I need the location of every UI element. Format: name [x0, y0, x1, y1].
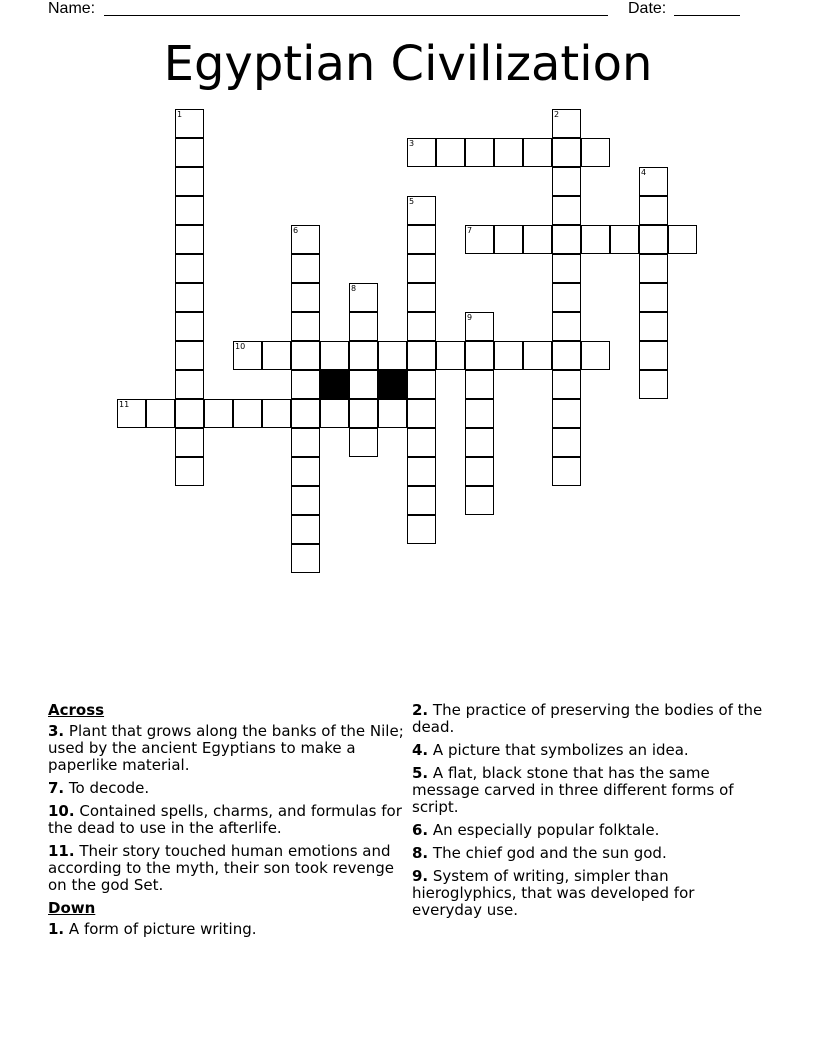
date-label: Date: [628, 0, 667, 17]
clue-number: 9 [467, 313, 473, 322]
clue-text: System of writing, simpler than hieroglyphics, that was developed for everyday use. [412, 867, 695, 919]
grid-cell[interactable] [581, 138, 610, 167]
black-cell [378, 370, 407, 399]
grid-cell[interactable] [639, 283, 668, 312]
grid-cell[interactable] [407, 370, 436, 399]
grid-cell[interactable] [465, 399, 494, 428]
grid-cell[interactable] [175, 225, 204, 254]
clue [412, 742, 768, 759]
grid-cell[interactable] [291, 457, 320, 486]
clue-number: 6. [412, 821, 429, 839]
grid-cell[interactable] [262, 341, 291, 370]
grid-cell[interactable] [552, 283, 581, 312]
grid-cell[interactable] [552, 196, 581, 225]
grid-cell[interactable] [349, 341, 378, 370]
grid-cell[interactable] [349, 428, 378, 457]
clue-number: 4 [641, 168, 647, 177]
grid-cell[interactable] [175, 370, 204, 399]
clue-text: Their story touched human emotions and according to the myth, their son took revenge on the god Set. [48, 842, 394, 894]
grid-cell[interactable] [233, 399, 262, 428]
clue-number: 3 [409, 139, 415, 148]
grid-cell[interactable] [465, 486, 494, 515]
grid-cell[interactable] [320, 341, 349, 370]
clue-text: To decode. [64, 779, 150, 797]
clue-number: 7 [467, 226, 473, 235]
clue-number: 5 [409, 197, 415, 206]
grid-cell[interactable] [581, 341, 610, 370]
down-clue-list [48, 921, 404, 938]
grid-cell[interactable] [233, 341, 262, 370]
grid-cell[interactable] [465, 312, 494, 341]
grid-cell[interactable] [291, 486, 320, 515]
grid-cell[interactable] [552, 341, 581, 370]
grid-cell[interactable] [175, 167, 204, 196]
down-heading: Down [48, 899, 96, 917]
grid-cell[interactable] [494, 225, 523, 254]
grid-cell[interactable] [552, 399, 581, 428]
grid-cell[interactable] [175, 457, 204, 486]
grid-cell[interactable] [552, 370, 581, 399]
clue-text: The practice of preserving the bodies of the dead. [412, 701, 763, 736]
grid-cell[interactable] [552, 254, 581, 283]
grid-cell[interactable] [291, 370, 320, 399]
grid-cell[interactable] [378, 341, 407, 370]
grid-cell[interactable] [291, 341, 320, 370]
clue-number: 1. [48, 920, 65, 938]
grid-cell[interactable] [175, 312, 204, 341]
grid-cell[interactable] [175, 196, 204, 225]
grid-cell[interactable] [175, 254, 204, 283]
clue-number: 10. [48, 802, 75, 820]
grid-cell[interactable] [175, 138, 204, 167]
grid-cell[interactable] [175, 109, 204, 138]
clue [412, 868, 768, 919]
grid-cell[interactable] [465, 370, 494, 399]
grid-cell[interactable] [639, 167, 668, 196]
clue-number: 11. [48, 842, 75, 860]
clue-number: 6 [293, 226, 299, 235]
grid-cell[interactable] [407, 399, 436, 428]
clue-number: 1 [177, 110, 183, 119]
grid-cell[interactable] [117, 399, 146, 428]
across-clue-list [48, 723, 404, 894]
clue [48, 803, 404, 837]
black-cell [320, 370, 349, 399]
grid-cell[interactable] [494, 341, 523, 370]
clue-text: A flat, black stone that has the same message carved in three different forms of script. [412, 764, 734, 816]
grid-cell[interactable] [552, 138, 581, 167]
grid-cell[interactable] [320, 399, 349, 428]
grid-cell[interactable] [407, 283, 436, 312]
grid-cell[interactable] [639, 225, 668, 254]
grid-cell[interactable] [204, 399, 233, 428]
grid-cell[interactable] [639, 341, 668, 370]
grid-cell[interactable] [552, 225, 581, 254]
grid-cell[interactable] [407, 225, 436, 254]
grid-cell[interactable] [349, 312, 378, 341]
grid-cell[interactable] [407, 312, 436, 341]
grid-cell[interactable] [349, 399, 378, 428]
grid-cell[interactable] [668, 225, 697, 254]
grid-cell[interactable] [494, 138, 523, 167]
grid-cell[interactable] [436, 138, 465, 167]
grid-cell[interactable] [639, 370, 668, 399]
grid-cell[interactable] [291, 225, 320, 254]
clue [48, 921, 404, 938]
clue-text: Contained spells, charms, and formulas for the dead to use in the afterlife. [48, 802, 402, 837]
grid-cell[interactable] [639, 312, 668, 341]
clue-text: A form of picture writing. [64, 920, 257, 938]
clue [412, 765, 768, 816]
grid-cell[interactable] [523, 138, 552, 167]
grid-cell[interactable] [465, 341, 494, 370]
clue-number: 7. [48, 779, 65, 797]
grid-cell[interactable] [552, 312, 581, 341]
grid-cell[interactable] [378, 399, 407, 428]
grid-cell[interactable] [552, 167, 581, 196]
across-heading: Across [48, 701, 105, 719]
grid-cell[interactable] [262, 399, 291, 428]
grid-cell[interactable] [639, 196, 668, 225]
clue-number: 5. [412, 764, 429, 782]
clue [48, 780, 404, 797]
clue-number: 9. [412, 867, 429, 885]
grid-cell[interactable] [465, 138, 494, 167]
clues-right-column [412, 702, 768, 925]
grid-cell[interactable] [407, 196, 436, 225]
grid-cell[interactable] [465, 225, 494, 254]
grid-cell[interactable] [610, 225, 639, 254]
grid-cell[interactable] [146, 399, 175, 428]
grid-cell[interactable] [523, 341, 552, 370]
clue-number: 2. [412, 701, 429, 719]
grid-cell[interactable] [436, 341, 465, 370]
grid-cell[interactable] [175, 283, 204, 312]
grid-cell[interactable] [407, 428, 436, 457]
grid-cell[interactable] [407, 457, 436, 486]
clue-number: 4. [412, 741, 429, 759]
grid-cell[interactable] [552, 109, 581, 138]
clue-text: Plant that grows along the banks of the Nile; used by the ancient Egyptians to make a paperlike material. [48, 722, 404, 774]
grid-cell[interactable] [581, 225, 610, 254]
page-title: Egyptian Civilization [163, 36, 653, 92]
clue [412, 822, 768, 839]
grid-cell[interactable] [465, 457, 494, 486]
grid-cell[interactable] [349, 370, 378, 399]
grid-cell[interactable] [552, 428, 581, 457]
grid-cell[interactable] [407, 254, 436, 283]
grid-cell[interactable] [291, 515, 320, 544]
grid-cell[interactable] [465, 428, 494, 457]
grid-cell[interactable] [639, 254, 668, 283]
grid-cell[interactable] [291, 428, 320, 457]
grid-cell[interactable] [291, 283, 320, 312]
grid-cell[interactable] [407, 486, 436, 515]
clue-number: 3. [48, 722, 65, 740]
clue [48, 723, 404, 774]
name-label: Name: [48, 0, 96, 17]
clue [48, 843, 404, 894]
clues-left-column [48, 702, 404, 944]
grid-cell[interactable] [552, 457, 581, 486]
clue-number: 2 [554, 110, 560, 119]
grid-cell[interactable] [175, 428, 204, 457]
down-clue-list-continued [412, 702, 768, 919]
clue-text: The chief god and the sun god. [428, 844, 667, 862]
clue-number: 8 [351, 284, 357, 293]
clue-number: 8. [412, 844, 429, 862]
clue-number: 11 [119, 400, 130, 409]
grid-cell[interactable] [523, 225, 552, 254]
clue-number: 10 [235, 342, 246, 351]
grid-cell[interactable] [349, 283, 378, 312]
clue [412, 702, 768, 736]
clue [412, 845, 768, 862]
grid-cell[interactable] [175, 399, 204, 428]
grid-cell[interactable] [291, 399, 320, 428]
grid-cell[interactable] [407, 341, 436, 370]
grid-cell[interactable] [407, 138, 436, 167]
clue-text: A picture that symbolizes an idea. [428, 741, 689, 759]
grid-cell[interactable] [407, 515, 436, 544]
grid-cell[interactable] [291, 544, 320, 573]
grid-cell[interactable] [291, 254, 320, 283]
grid-cell[interactable] [175, 341, 204, 370]
clue-text: An especially popular folktale. [428, 821, 660, 839]
grid-cell[interactable] [291, 312, 320, 341]
